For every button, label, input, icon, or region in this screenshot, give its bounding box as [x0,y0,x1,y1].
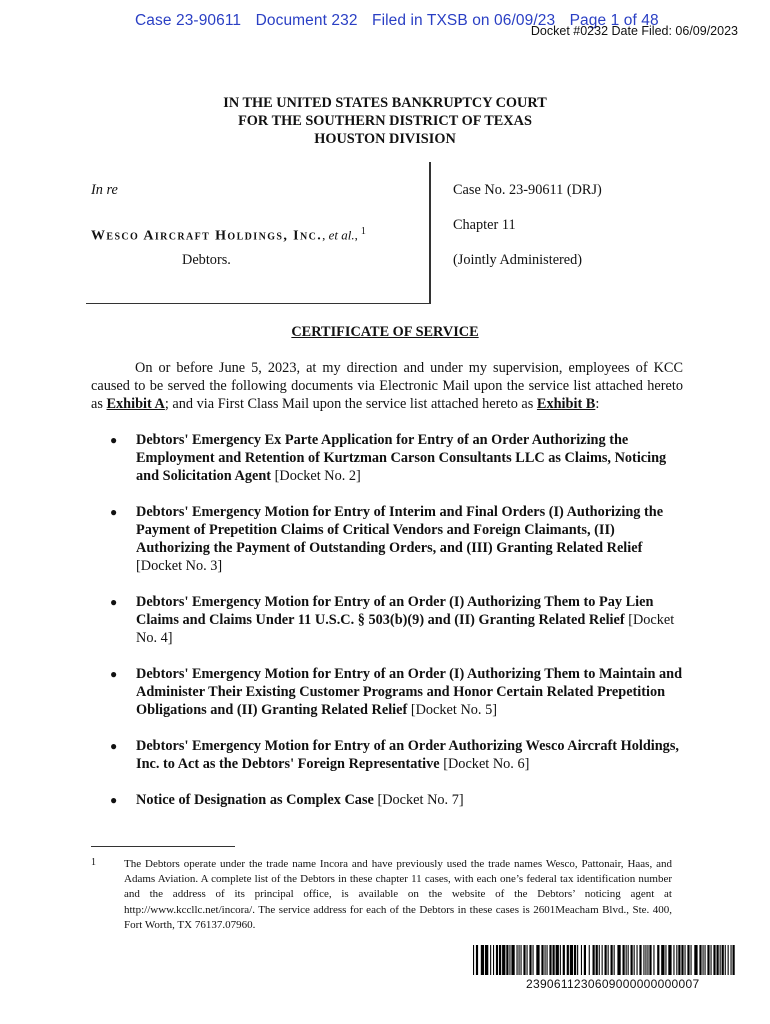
barcode-bar [547,945,548,975]
barcode-bar [545,945,546,975]
stamp-document: Document 232 [255,12,358,29]
barcode-bar [493,945,494,975]
case-number: Case No. 23-90611 (DRJ) [453,182,602,198]
barcode-bar [523,945,525,975]
barcode-bar [637,945,638,975]
stamp-case: Case 23-90611 [135,12,242,29]
barcode-bar [563,945,565,975]
list-item: ● Debtors' Emergency Motion for Entry of an Order (I) Authorizing Them to Maintain and Administer Their Existing Customer Programs and Honor Certain Related Prepetition Obligations and (II) Granting Related Relief [Docket No. 5] [110,666,683,718]
barcode-bar [581,945,582,975]
caption-divider-horizontal [86,303,431,304]
barcode-bar [665,945,666,975]
barcode-bar [694,945,697,975]
list-item: ● Debtors' Emergency Motion for Entry of an Order (I) Authorizing Them to Pay Lien Claims and Claims Under 11 U.S.C. § 503(b)(9) and (II) Granting Related Relief [Docket No. 4] [110,594,675,646]
chapter: Chapter 11 [453,217,516,233]
barcode-bar [722,945,724,975]
barcode-bar [476,945,478,975]
barcode-bar [553,945,555,975]
stamp-filed: Filed in TXSB on 06/09/23 [372,12,556,29]
court-line-3: HOUSTON DIVISION [314,131,456,147]
barcode-bar [496,945,498,975]
court-line-2: FOR THE SOUTHERN DISTRICT OF TEXAS [238,113,532,129]
barcode-bar [685,945,686,975]
barcode-bar [626,945,627,975]
barcode-bar [728,945,729,975]
docket-header: Docket #0232 Date Filed: 06/09/2023 [530,24,738,38]
footnote-rule [91,846,235,847]
barcode-bar [647,945,648,975]
barcode-bar [707,945,709,975]
barcode-bar [687,945,689,975]
barcode-bar [599,945,600,975]
debtors-label: Debtors. [182,252,231,268]
barcode-bar [529,945,531,975]
barcode-bar [584,945,586,975]
barcode [473,945,738,975]
barcode-bar [519,945,520,975]
barcode-bar [536,945,539,975]
barcode-bar [639,945,641,975]
debtor-name: Wesco Aircraft Holdings, Inc., et al., $^1$ [91,226,366,244]
exhibit-a: Exhibit A [106,396,165,412]
barcode-bar [711,945,712,975]
served-documents-list [108,431,688,827]
barcode-bar [517,945,518,975]
barcode-bar [673,945,674,975]
barcode-bar [720,945,721,975]
barcode-bar [725,945,726,975]
barcode-bar [556,945,559,975]
barcode-bar [602,945,603,975]
barcode-bar [614,945,615,975]
barcode-bar [605,945,607,975]
barcode-bar [577,945,578,975]
stamp-page: Page 1 of 48 [569,12,659,29]
barcode-bar [490,945,491,975]
debtor-name-text: Wesco Aircraft Holdings, Inc. [91,228,323,244]
barcode-bar [668,945,671,975]
barcode-bar [589,945,590,975]
barcode-bar [681,945,683,975]
barcode-bar [481,945,484,975]
barcode-bar [596,945,598,975]
footnote-text: The Debtors operate under the trade name Incora and have previously used the trade names Wesco, Pattonair, Haas, and Adams Aviation. A complete list of the Debtors in these chapter 11 cases, with each one’s federal tax identification number and the address of its principal office, is available on the website of the Debtors’ noticing agent at http://www.kccllc.net/incora/. The service address for each of the Debtors in these cases is 2601Meacham Blvd., Ste. 400, Fort Worth, TX 76137.07960. [124,858,672,931]
barcode-bar [699,945,701,975]
footnote-ref: 1 [360,226,366,237]
list-item: ● Notice of Designation as Complex Case [Docket No. 7] [110,792,464,808]
footnote-mark: 1 [91,857,96,868]
barcode-bar [527,945,528,975]
et-al: et al. [328,227,355,243]
barcode-bar [657,945,659,975]
barcode-bar [705,945,706,975]
barcode-bar [574,945,576,975]
barcode-bar [593,945,595,975]
barcode-bar [634,945,635,975]
jointly-administered: (Jointly Administered) [453,252,583,268]
list-item: ● Debtors' Emergency Motion for Entry of Interim and Final Orders (I) Authorizing the Payment of Prepetition Claims of Critical Vendors and Foreign Claimants, (II) Authorizing the Payment of Outstanding Orders, and (III) Granting Related Relief [Docket No. 3] [110,504,664,574]
barcode-bar [649,945,651,975]
barcode-bar [731,945,732,975]
barcode-bar [631,945,633,975]
barcode-bar [506,945,508,975]
barcode-bar [678,945,680,975]
barcode-bar [485,945,488,975]
barcode-bar [509,945,510,975]
caption-divider-vertical [429,162,431,304]
barcode-bar [567,945,569,975]
list-item: ● Debtors' Emergency Ex Parte Application for Entry of an Order Authorizing the Employment and Retention of Kurtzman Carson Consultants LLC as Claims, Noticing and Solicitation Agent [Docket No. 2] [110,432,667,484]
barcode-bar [611,945,613,975]
barcode-bar [676,945,677,975]
in-re: In re [91,182,118,198]
barcode-bar [653,945,654,975]
barcode-bar [473,945,474,975]
barcode-bar [733,945,735,975]
barcode-bar [499,945,501,975]
barcode-bar [541,945,543,975]
barcode-bar [661,945,664,975]
barcode-bar [628,945,629,975]
barcode-bar [623,945,625,975]
barcode-bar [643,945,644,975]
barcode-bar [511,945,514,975]
barcode-bar [617,945,620,975]
barcode-bar [521,945,522,975]
barcode-bar [691,945,692,975]
barcode-number: 2390611230609000000000007 [526,977,700,991]
certificate-title: CERTIFICATE OF SERVICE [291,324,479,340]
barcode-bar [502,945,505,975]
barcode-bar [703,945,704,975]
barcode-bar [549,945,551,975]
intro-paragraph: On or before June 5, 2023, at my direction and under my supervision, employees of KCC caused to be served the following documents via Electronic Mail upon the service list attached hereto as Exhibit A; and via First Class Mail upon the service list attached hereto as Exhibit B: [91,360,683,412]
barcode-bar [533,945,534,975]
court-line-1: IN THE UNITED STATES BANKRUPTCY COURT [223,95,547,111]
barcode-bar [560,945,561,975]
court-heading [0,94,770,148]
barcode-bar [717,945,719,975]
barcode-bar [645,945,646,975]
barcode-bar [570,945,573,975]
exhibit-b: Exhibit B [536,396,596,412]
list-item: ● Debtors' Emergency Motion for Entry of an Order Authorizing Wesco Aircraft Holdings, Inc. to Act as the Debtors' Foreign Representative [Docket No. 6] [110,738,679,772]
barcode-bar [713,945,715,975]
barcode-bar [608,945,609,975]
